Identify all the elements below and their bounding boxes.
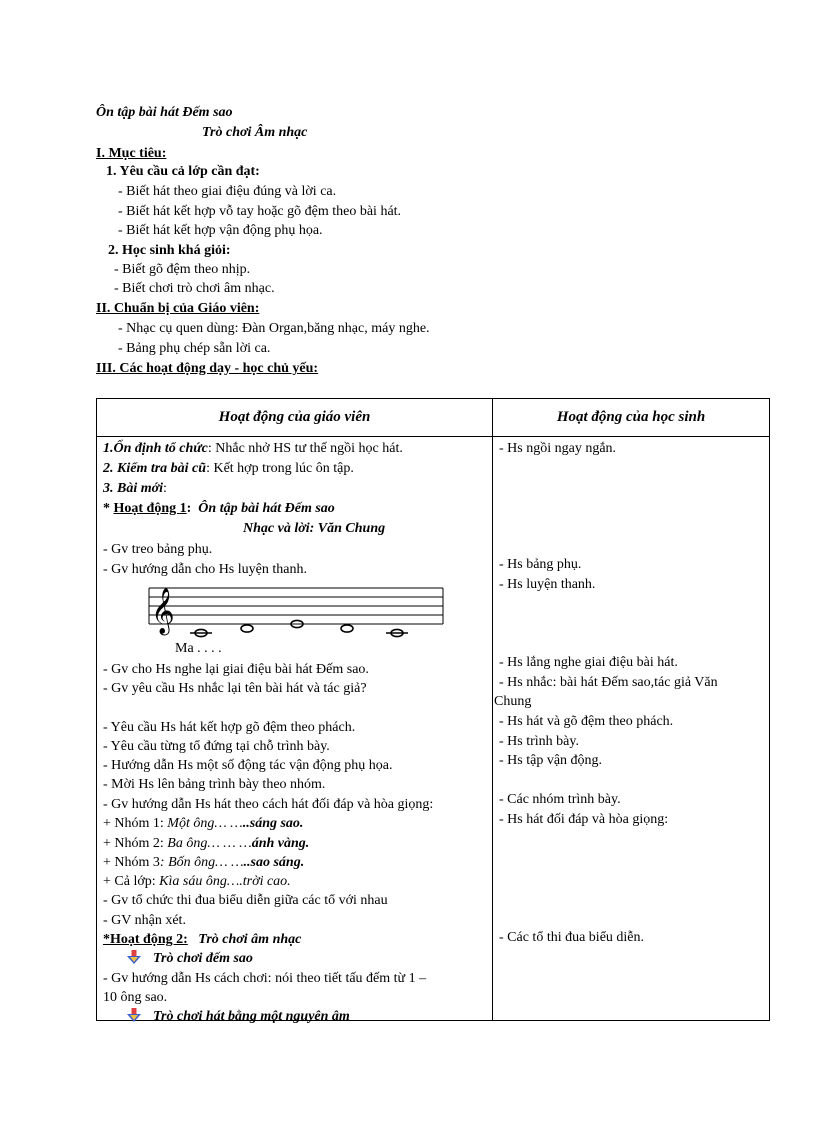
teacher-line: - Yêu cầu Hs hát kết hợp gõ đệm theo phách.: [103, 720, 356, 735]
teacher-line: - Gv cho Hs nghe lại giai điệu bài hát Đếm sao.: [103, 662, 369, 677]
student-line: - Các nhóm trình bày.: [499, 792, 621, 807]
teacher-line: - Gv hướng dẫn Hs hát theo cách hát đối đáp và hòa giọng:: [103, 797, 434, 812]
student-line: - Hs nhắc: bài hát Đếm sao,tác giả Văn: [499, 675, 718, 690]
teacher-line: - Gv hướng dẫn Hs cách chơi: nói theo tiết tấu đếm từ 1 –: [103, 971, 427, 986]
lesson-subtitle: Trò chơi Âm nhạc: [202, 125, 308, 140]
activity-2-heading: *Hoạt động 2: Trò chơi âm nhạc: [103, 932, 302, 947]
student-column-header: Hoạt động của học sinh: [493, 399, 770, 437]
section-1-item: - Biết hát theo giai điệu đúng và lời ca.: [118, 184, 337, 199]
section-3-heading: III. Các hoạt động dạy - học chủ yếu:: [96, 361, 319, 376]
section-1-item: - Biết hát kết hợp vỗ tay hoặc gõ đệm theo bài hát.: [118, 204, 402, 219]
teacher-line: - Gv tổ chức thi đua biểu diễn giữa các tổ với nhau: [103, 893, 388, 908]
teacher-line: 1.Ổn định tổ chức: Nhắc nhở HS tư thế ngồi học hát.: [103, 441, 403, 456]
section-1-item: - Biết hát kết hợp vận động phụ họa.: [118, 223, 323, 238]
student-line: - Hs lắng nghe giai điệu bài hát.: [499, 655, 678, 670]
section-1-item: - Biết gõ đệm theo nhịp.: [114, 262, 251, 277]
svg-text:𝄞: 𝄞: [151, 588, 175, 634]
staff-lyric: Ma . . . .: [175, 641, 222, 656]
section-1-heading: I. Mục tiêu:: [96, 146, 167, 161]
activities-table: [96, 398, 770, 1024]
teacher-line: - Gv treo bảng phụ.: [103, 542, 213, 557]
music-staff: [147, 582, 447, 638]
teacher-line: 2. Kiểm tra bài cũ: Kết hợp trong lúc ôn tập.: [103, 461, 354, 476]
arrow-down-icon: [127, 950, 141, 964]
section-1-item: - Biết chơi trò chơi âm nhạc.: [114, 281, 275, 296]
game-1-item: Trò chơi đếm sao: [127, 950, 253, 968]
arrow-down-icon: [127, 1008, 141, 1022]
table-header-row: [97, 399, 770, 437]
activity-1-heading: * Hoạt động 1: Ôn tập bài hát Đếm sao: [103, 501, 335, 516]
section-1-sub1: 1. Yêu cầu cả lớp cần đạt:: [106, 164, 260, 179]
group-line: + Cả lớp: Kìa sáu ông….trời cao.: [103, 874, 291, 889]
student-line: - Hs hát và gõ đệm theo phách.: [499, 714, 674, 729]
student-line: - Hs bảng phụ.: [499, 557, 582, 572]
student-line: - Hs luyện thanh.: [499, 577, 596, 592]
teacher-cell: [97, 437, 493, 1024]
table-row: [97, 437, 770, 1021]
student-line: - Hs trình bày.: [499, 734, 579, 749]
group-line: + Nhóm 1: Một ông… …..sáng sao.: [103, 816, 304, 831]
teacher-line: - Gv yêu cầu Hs nhắc lại tên bài hát và tác giả?: [103, 681, 367, 696]
group-line: + Nhóm 3: Bốn ông… …..sao sáng.: [103, 855, 305, 870]
whole-notes: [190, 620, 408, 636]
student-line: - Hs tập vận động.: [499, 753, 603, 768]
teacher-line: - Yêu cầu từng tổ đứng tại chỗ trình bày.: [103, 739, 330, 754]
teacher-line: - Hướng dẫn Hs một số động tác vận động phụ họa.: [103, 758, 393, 773]
student-cell: [493, 437, 770, 1021]
section-2-item: - Nhạc cụ quen dùng: Đàn Organ,băng nhạc, máy nghe.: [118, 321, 430, 336]
section-2-heading: II. Chuẩn bị của Giáo viên:: [96, 301, 260, 316]
student-line: Chung: [494, 694, 532, 709]
teacher-line: - GV nhận xét.: [103, 913, 186, 928]
section-2-item: - Bảng phụ chép sẵn lời ca.: [118, 341, 271, 356]
teacher-column-header: Hoạt động của giáo viên: [97, 399, 493, 437]
treble-clef-icon: [151, 588, 175, 636]
activity-1-credit: Nhạc và lời: Văn Chung: [243, 521, 386, 536]
section-1-sub2: 2. Học sinh khá giỏi:: [108, 243, 231, 258]
game-2-item: Trò chơi hát bằng một nguyên âm: [127, 1008, 350, 1026]
student-line: - Hs hát đối đáp và hòa giọng:: [499, 812, 669, 827]
teacher-line: - Mời Hs lên bảng trình bày theo nhóm.: [103, 777, 326, 792]
student-line: - Hs ngồi ngay ngắn.: [499, 441, 617, 456]
lesson-title: Ôn tập bài hát Đếm sao: [96, 105, 233, 120]
group-line: + Nhóm 2: Ba ông… … …ánh vàng.: [103, 836, 310, 851]
teacher-line: - Gv hướng dẫn cho Hs luyện thanh.: [103, 562, 307, 577]
teacher-line: 3. Bài mới:: [103, 481, 167, 496]
teacher-line: 10 ông sao.: [103, 990, 168, 1005]
student-line: - Các tổ thi đua biểu diễn.: [499, 930, 645, 945]
